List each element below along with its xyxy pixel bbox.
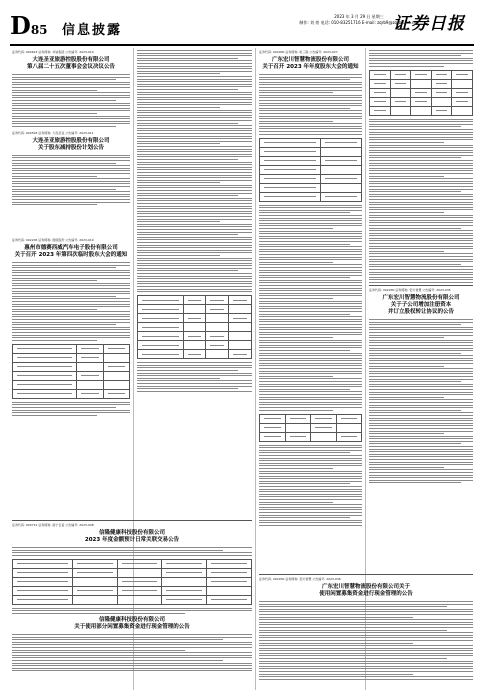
page-letter: D: [10, 11, 31, 40]
notice-body: [259, 74, 362, 135]
data-table: [137, 295, 252, 359]
notice-code: 证券代码: 002930 证券简称: 宏川智慧 公告编号: 2023-036: [259, 577, 341, 581]
section-title: 信息披露: [62, 23, 123, 38]
notice-body: [137, 50, 252, 292]
notice-block: [12, 50, 130, 207]
notice-block: [259, 572, 473, 681]
masthead: [0, 0, 484, 44]
notice-body: [259, 205, 362, 411]
notice-body: [12, 547, 252, 556]
masthead-rule: [10, 44, 474, 46]
edition-contact: 制作: 刘 豪 电话: 010-83251716 E-mail: zqrb9@zqrb.sina.net: [299, 20, 419, 25]
notice-title: 广东宏川智慧物流股份有限公司关于 使用闲置募集资金进行现金管理的公告: [319, 584, 413, 597]
notice-title: 信隆健康科技股份有限公司 2023 年度金额预计日常关联交易公告: [84, 530, 180, 543]
notice-body: [12, 74, 130, 127]
edition-date: 2023 年 3 月 29 日 星期三: [334, 14, 384, 19]
column-divider: [255, 48, 256, 690]
notice-code: 证券代码: 002205 证券简称: 国统股份 公告编号: 2023-019: [12, 238, 94, 242]
notice-title: 信隆健康科技股份有限公司 关于使用部分闲置募集资金进行现金管理的公告: [74, 616, 190, 630]
data-table: [259, 414, 362, 442]
newspaper-brand: 证券日报: [393, 14, 465, 34]
notice-block: [259, 50, 362, 528]
page-digits: 85: [30, 23, 48, 37]
notice-body: [369, 119, 473, 283]
notice-title: 大连圣亚旅游控股股份有限公司 第八届二十五次董事会会议决议公告: [26, 57, 115, 70]
notice-body-column: [369, 50, 473, 485]
notice-code: 证券代码: 600623 证券简称: 华谊集团 公告编号: 2023-010: [12, 50, 94, 54]
notice-block: [12, 238, 130, 417]
notice-body: [12, 155, 130, 205]
notice-title: 大连圣亚旅游控股股份有限公司 关于股东减持股份计划公告: [32, 137, 110, 151]
notice-body-column: [137, 50, 252, 393]
data-table: [12, 344, 130, 399]
notice-body: [369, 50, 473, 67]
notice-title: 惠州市德赛西威汽车电子股份有限公司 关于召开 2023 年第四次临时股东大会的通知: [14, 245, 128, 258]
data-table: [12, 559, 252, 605]
notice-body: [12, 402, 130, 416]
notice-body: [259, 445, 362, 526]
notice-code: 证券代码: 600593 证券简称: 大连圣亚 公告编号: 2023-011: [12, 130, 94, 135]
notice-body: [369, 319, 473, 483]
notice-code: 证券代码: 002930 证券简称: 宏川智慧 公告编号: 2023-035: [369, 287, 451, 292]
notice-title: 广东宏川智慧物流股份有限公司 关于召开 2023 年年度股东大会的通知: [262, 57, 359, 70]
notice-body: [12, 608, 252, 614]
notice-code: 证券代码: 002900 证券简称: 哈三联 公告编号: 2023-027: [259, 50, 338, 54]
notice-title: 广东宏川智慧物流股份有限公司 关于子公司增加注册资本 并订立股权转让协议的公告: [382, 294, 460, 315]
data-table: [369, 70, 473, 116]
notice-body: [137, 362, 252, 392]
notice-block: [12, 518, 252, 673]
notice-code: 证券代码: 600712 证券简称: 南宁百货 公告编号: 2023-008: [12, 523, 94, 527]
notice-body: [12, 634, 252, 671]
notice-body: [259, 601, 473, 680]
notice-body: [12, 262, 130, 341]
page-number: [10, 11, 48, 40]
data-table: [259, 138, 362, 202]
